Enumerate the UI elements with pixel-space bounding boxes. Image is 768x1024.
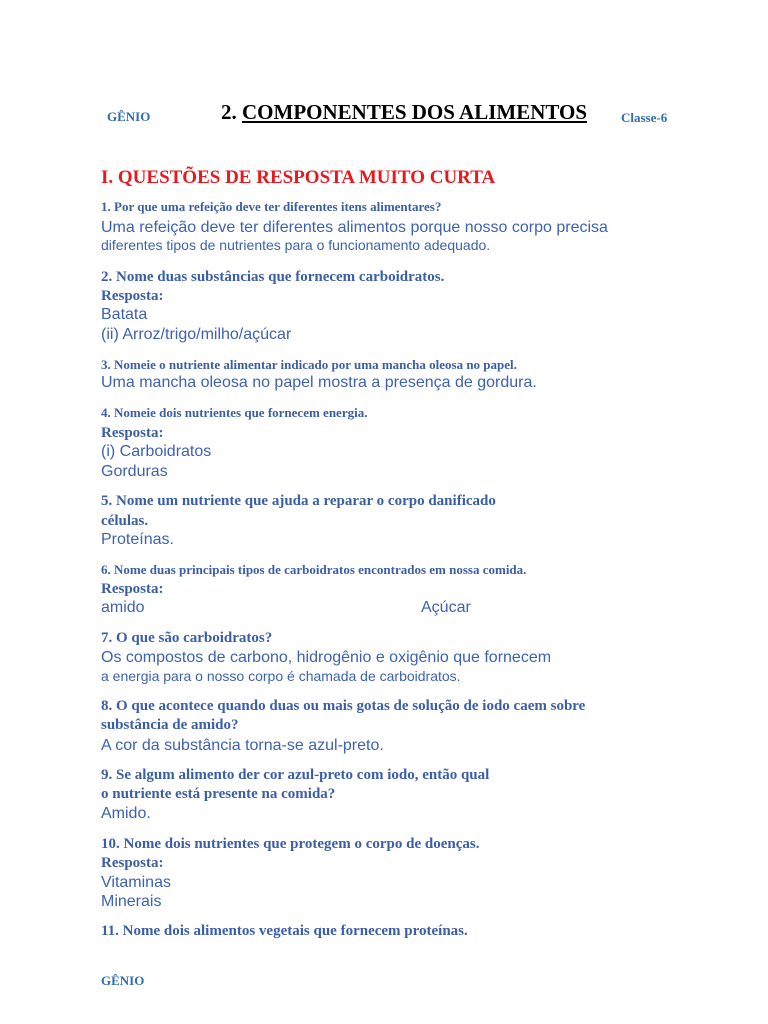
question-7: 7. O que são carboidratos? — [101, 630, 273, 646]
answer-1-line-2: diferentes tipos de nutrientes para o funcionamento adequado. — [101, 237, 491, 253]
header-brand: GÊNIO — [107, 109, 151, 124]
answer-10-line-2: Minerais — [101, 893, 162, 910]
question-5-line-1: 5. Nome um nutriente que ajuda a reparar o corpo danificado — [101, 493, 496, 509]
section-title: I. QUESTÕES DE RESPOSTA MUITO CURTA — [101, 167, 496, 188]
response-label-6: Resposta: — [101, 581, 164, 597]
question-2: 2. Nome duas substâncias que fornecem carboidratos. — [101, 269, 445, 285]
answer-10-line-1: Vitaminas — [101, 874, 171, 891]
answer-7-line-1: Os compostos de carbono, hidrogênio e oxigênio que fornecem — [101, 649, 552, 666]
answer-2-line-1: Batata — [101, 306, 148, 323]
question-6: 6. Nome duas principais tipos de carboidratos encontrados em nossa comida. — [101, 562, 527, 577]
class-label: Classe-6 — [621, 110, 668, 125]
answer-3: Uma mancha oleosa no papel mostra a presença de gordura. — [101, 374, 537, 391]
response-label-4: Resposta: — [101, 425, 164, 441]
question-3: 3. Nomeie o nutriente alimentar indicado por uma mancha oleosa no papel. — [101, 357, 517, 372]
question-5-line-2: células. — [101, 513, 149, 529]
answer-7-line-2: a energia para o nosso corpo é chamada de carboidratos. — [101, 668, 461, 684]
question-8-line-1: 8. O que acontece quando duas ou mais gotas de solução de iodo caem sobre — [101, 698, 586, 714]
answer-6-right: Açúcar — [421, 599, 471, 616]
question-10: 10. Nome dois nutrientes que protegem o corpo de doenças. — [101, 836, 480, 852]
answer-4-line-1: (i) Carboidratos — [101, 443, 212, 460]
title-main: COMPONENTES DOS ALIMENTOS — [242, 100, 588, 124]
footer-brand: GÊNIO — [101, 973, 145, 988]
question-11: 11. Nome dois alimentos vegetais que fornecem proteínas. — [101, 923, 468, 939]
question-4: 4. Nomeie dois nutrientes que fornecem energia. — [101, 405, 368, 420]
question-1: 1. Por que uma refeição deve ter diferentes itens alimentares? — [101, 199, 442, 214]
answer-2-line-2: (ii) Arroz/trigo/milho/açúcar — [101, 326, 292, 343]
answer-9: Amido. — [101, 805, 151, 822]
answer-5: Proteínas. — [101, 531, 174, 548]
response-label-10: Resposta: — [101, 855, 164, 871]
answer-6-left: amido — [101, 599, 145, 616]
answer-1-line-1: Uma refeição deve ter diferentes alimentos porque nosso corpo precisa — [101, 219, 608, 236]
title-prefix: 2. — [221, 100, 242, 124]
question-9-line-1: 9. Se algum alimento der cor azul-preto com iodo, então qual — [101, 767, 490, 783]
question-8-line-2: substância de amido? — [101, 717, 239, 733]
answer-8: A cor da substância torna-se azul-preto. — [101, 737, 384, 754]
response-label-2: Resposta: — [101, 288, 164, 304]
page-title — [221, 100, 587, 125]
answer-4-line-2: Gorduras — [101, 463, 168, 480]
question-9-line-2: o nutriente está presente na comida? — [101, 786, 336, 802]
